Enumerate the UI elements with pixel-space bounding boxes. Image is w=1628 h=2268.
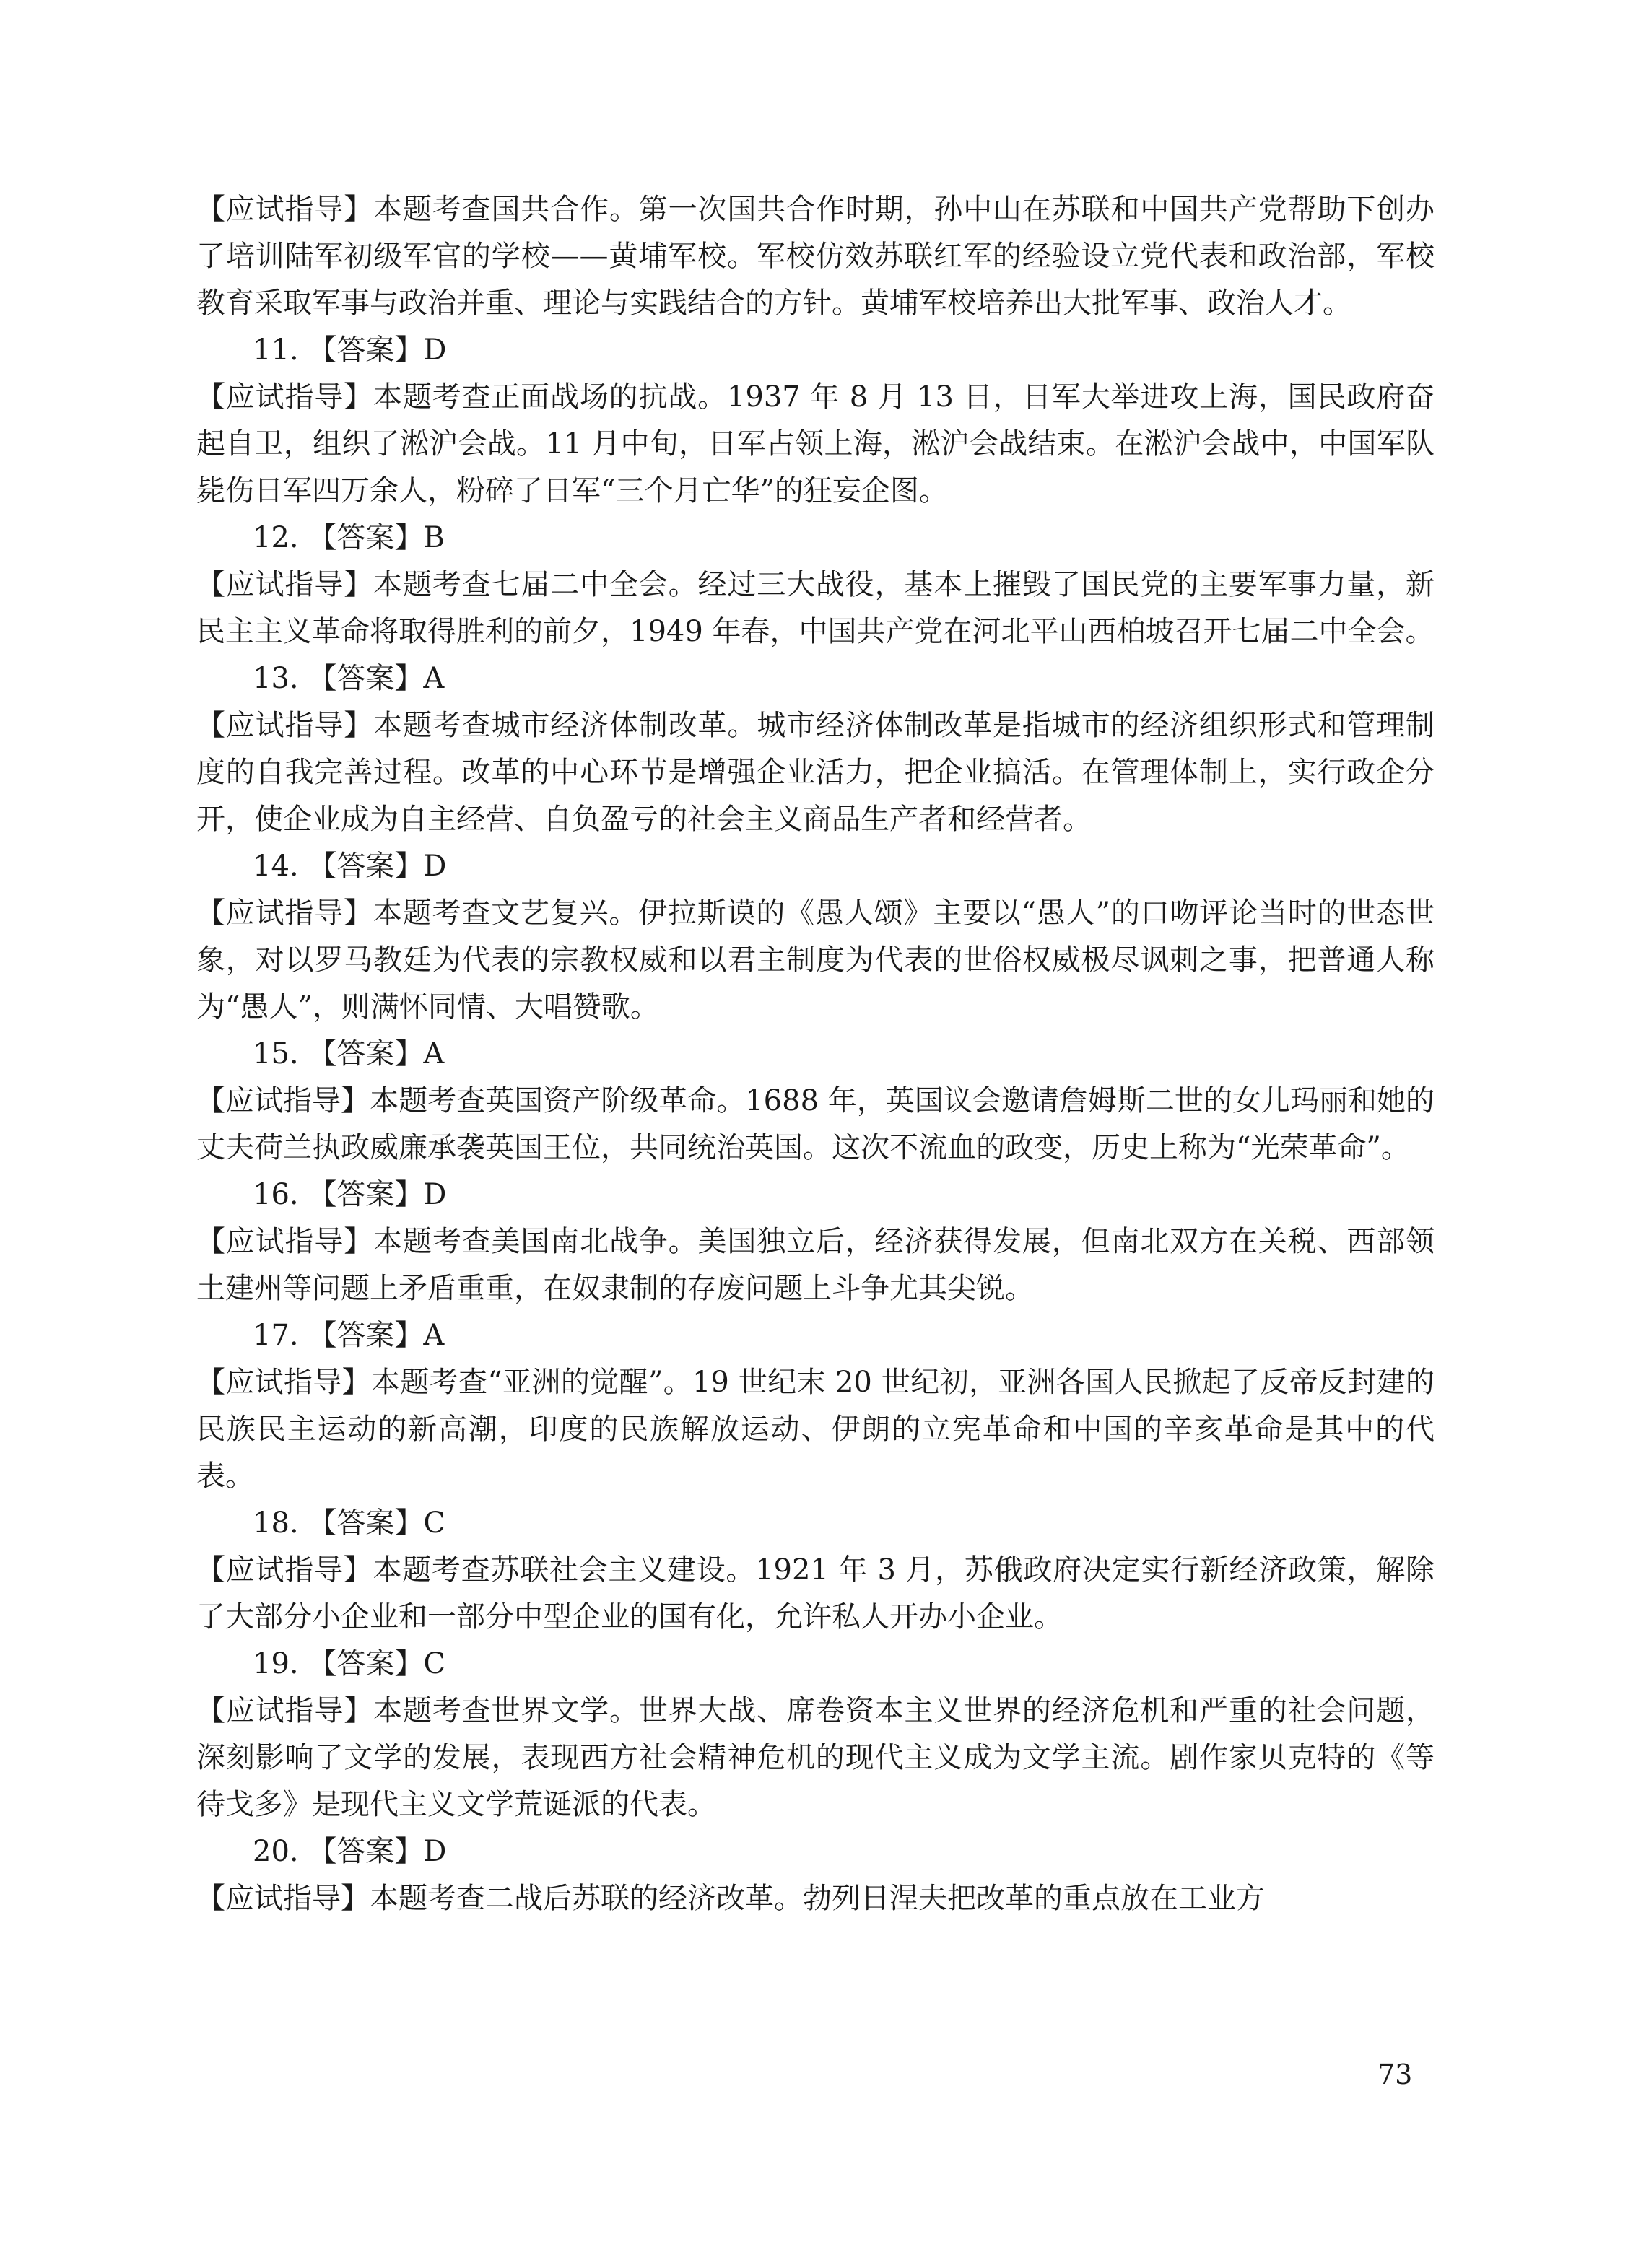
answer-line: 18. 【答案】C (253, 1506, 445, 1540)
explanation-paragraph: 【应试指导】本题考查七届二中全会。经过三大战役，基本上摧毁了国民党的主要军事力量，新民主主义革命将取得胜利的前夕，1949 年春，中国共产党在河北平山西柏坡召开七届二中全会。 (196, 568, 1435, 648)
document-body (196, 186, 1435, 1922)
answer-line: 20. 【答案】D (253, 1835, 447, 1868)
explanation-paragraph: 【应试指导】本题考查二战后苏联的经济改革。勃列日涅夫把改革的重点放在工业方 (196, 1882, 1265, 1915)
explanation-paragraph: 【应试指导】本题考查英国资产阶级革命。1688 年，英国议会邀请詹姆斯二世的女儿玛丽和她的丈夫荷兰执政威廉承袭英国王位，共同统治英国。这次不流血的政变，历史上称为“光荣革命”。 (196, 1084, 1435, 1164)
explanation-paragraph: 【应试指导】本题考查“亚洲的觉醒”。19 世纪末 20 世纪初，亚洲各国人民掀起了反帝反封建的民族民主运动的新高潮，印度的民族解放运动、伊朗的立宪革命和中国的辛亥革命是其中的代表。 (196, 1366, 1435, 1493)
answer-line: 17. 【答案】A (253, 1319, 445, 1352)
explanation-paragraph: 【应试指导】本题考查文艺复兴。伊拉斯谟的《愚人颂》主要以“愚人”的口吻评论当时的世态世象，对以罗马教廷为代表的宗教权威和以君主制度为代表的世俗权威极尽讽刺之事，把普通人称为“愚人”，则满怀同情、大唱赞歌。 (196, 897, 1435, 1024)
explanation-paragraph: 【应试指导】本题考查美国南北战争。美国独立后，经济获得发展，但南北双方在关税、西部领土建州等问题上矛盾重重，在奴隶制的存废问题上斗争尤其尖锐。 (196, 1225, 1435, 1305)
answer-line: 11. 【答案】D (253, 333, 447, 367)
page-number: 73 (1377, 2059, 1413, 2090)
explanation-paragraph: 【应试指导】本题考查苏联社会主义建设。1921 年 3 月，苏俄政府决定实行新经济政策，解除了大部分小企业和一部分中型企业的国有化，允许私人开办小企业。 (196, 1553, 1435, 1634)
explanation-paragraph: 【应试指导】本题考查世界文学。世界大战、席卷资本主义世界的经济危机和严重的社会问题，深刻影响了文学的发展，表现西方社会精神危机的现代主义成为文学主流。剧作家贝克特的《等待戈多》是现代主义文学荒诞派的代表。 (196, 1694, 1435, 1821)
explanation-paragraph: 【应试指导】本题考查国共合作。第一次国共合作时期，孙中山在苏联和中国共产党帮助下创办了培训陆军初级军官的学校——黄埔军校。军校仿效苏联红军的经验设立党代表和政治部，军校教育采取军事与政治并重、理论与实践结合的方针。黄埔军校培养出大批军事、政治人才。 (196, 193, 1435, 320)
explanation-paragraph: 【应试指导】本题考查城市经济体制改革。城市经济体制改革是指城市的经济组织形式和管理制度的自我完善过程。改革的中心环节是增强企业活力，把企业搞活。在管理体制上，实行政企分开，使企业成为自主经营、自负盈亏的社会主义商品生产者和经营者。 (196, 709, 1435, 836)
answer-line: 12. 【答案】B (253, 521, 445, 554)
answer-line: 16. 【答案】D (253, 1178, 447, 1211)
answer-line: 13. 【答案】A (253, 662, 445, 695)
answer-line: 15. 【答案】A (253, 1037, 445, 1070)
answer-line: 14. 【答案】D (253, 850, 447, 883)
explanation-paragraph: 【应试指导】本题考查正面战场的抗战。1937 年 8 月 13 日，日军大举进攻上海，国民政府奋起自卫，组织了淞沪会战。11 月中旬，日军占领上海，淞沪会战结束。在淞沪会战中，中国军队毙伤日军四万余人，粉碎了日军“三个月亡华”的狂妄企图。 (196, 380, 1435, 507)
answer-line: 19. 【答案】C (253, 1647, 445, 1680)
